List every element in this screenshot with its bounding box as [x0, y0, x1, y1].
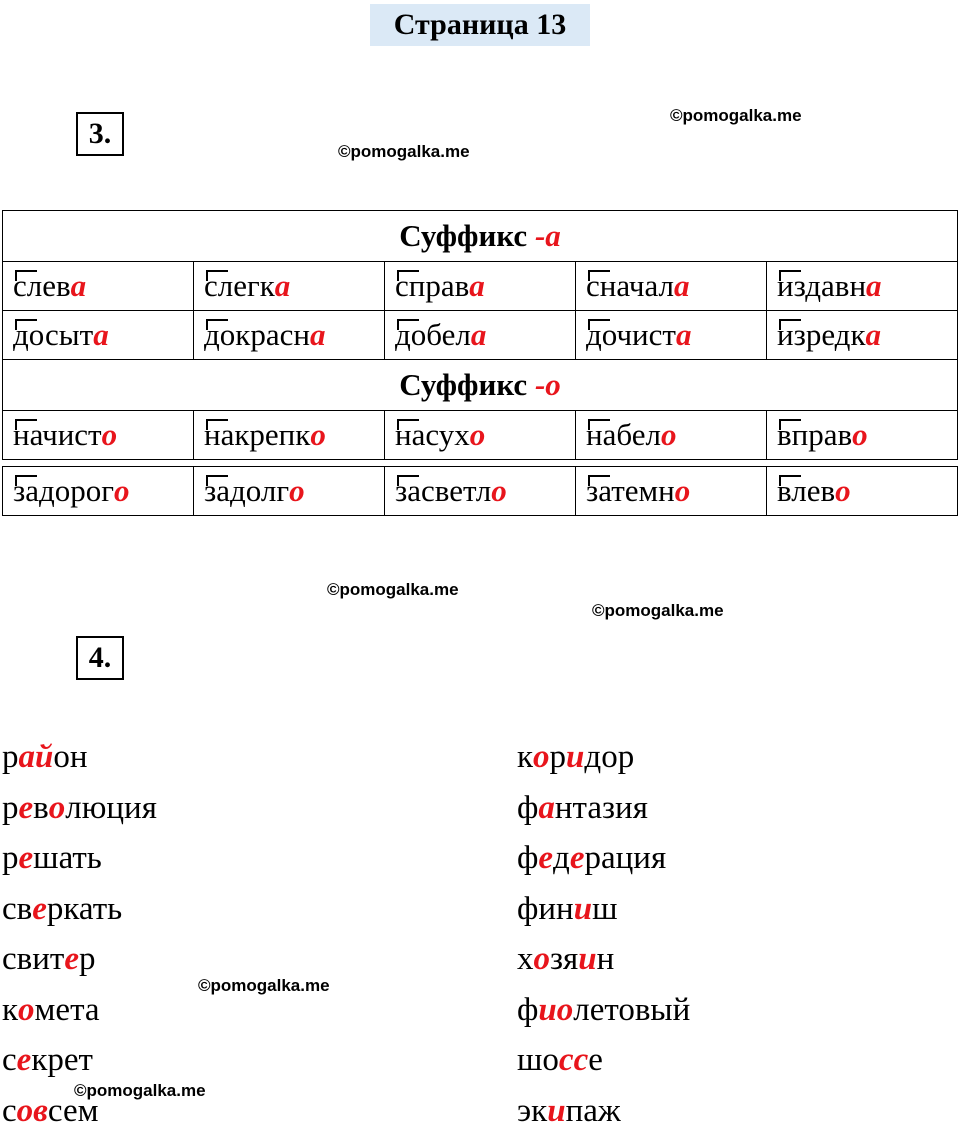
word-stem: докрасн	[204, 317, 310, 352]
word-stem: слев	[13, 268, 71, 303]
word-suffix: а	[676, 317, 692, 352]
plain-letters: р	[79, 941, 96, 977]
word-suffix: о	[470, 417, 486, 452]
plain-letters: мета	[35, 992, 100, 1028]
plain-letters: нтазия	[555, 790, 648, 826]
plain-letters: сем	[48, 1093, 99, 1129]
word-list-right	[517, 732, 690, 1136]
plain-letters: е	[588, 1042, 603, 1078]
watermark: ©pomogalka.me	[670, 106, 802, 126]
highlighted-letters: е	[17, 1042, 32, 1078]
word-stem: вправ	[777, 417, 852, 452]
word-stem: засветл	[395, 473, 491, 508]
highlighted-letters: ио	[538, 992, 573, 1028]
task-4-number: 4.	[76, 636, 124, 680]
word-stem: насух	[395, 417, 470, 452]
list-item	[517, 732, 690, 783]
word-stem: справ	[395, 268, 469, 303]
highlighted-letters: и	[566, 739, 584, 775]
plain-letters: д	[553, 840, 570, 876]
section-suffix: -о	[535, 367, 561, 402]
plain-letters: ркать	[47, 891, 122, 927]
word-suffix: о	[102, 417, 118, 452]
watermark: ©pomogalka.me	[338, 142, 470, 162]
plain-letters: ф	[517, 840, 538, 876]
list-item	[2, 934, 157, 985]
list-item	[517, 934, 690, 985]
plain-letters: н	[597, 941, 615, 977]
highlighted-letters: е	[19, 840, 34, 876]
word-suffix: о	[835, 473, 851, 508]
plain-letters: он	[53, 739, 87, 775]
word-cell	[767, 467, 958, 516]
list-item	[517, 783, 690, 834]
word-suffix: о	[675, 473, 691, 508]
word-cell	[3, 262, 194, 311]
plain-letters: крет	[31, 1042, 93, 1078]
word-cell	[767, 311, 958, 360]
table-row	[3, 311, 958, 360]
plain-letters: в	[33, 790, 49, 826]
highlighted-letters: е	[32, 891, 47, 927]
plain-letters: зя	[550, 941, 578, 977]
highlighted-letters: а	[538, 790, 555, 826]
highlighted-letters: е	[538, 840, 553, 876]
highlighted-letters: и	[574, 891, 592, 927]
section-heading	[3, 360, 958, 411]
plain-letters: св	[2, 891, 32, 927]
plain-letters: ф	[517, 790, 538, 826]
table-row	[3, 411, 958, 460]
watermark: ©pomogalka.me	[592, 601, 724, 621]
word-cell	[385, 467, 576, 516]
plain-letters: рация	[585, 840, 667, 876]
word-stem: слегк	[204, 268, 275, 303]
word-cell	[194, 262, 385, 311]
plain-letters: ш	[592, 891, 617, 927]
word-suffix: о	[491, 473, 507, 508]
watermark: ©pomogalka.me	[74, 1081, 206, 1101]
word-cell	[576, 411, 767, 460]
section-suffix: -а	[535, 218, 561, 253]
word-cell	[576, 467, 767, 516]
word-cell	[3, 411, 194, 460]
highlighted-letters: е	[64, 941, 79, 977]
section-heading	[3, 211, 958, 262]
word-stem: задорог	[13, 473, 114, 508]
list-item	[2, 783, 157, 834]
word-suffix: а	[71, 268, 87, 303]
section-label: Суффикс	[399, 218, 535, 253]
word-list-left	[2, 732, 157, 1136]
highlighted-letters: о	[533, 739, 550, 775]
watermark: ©pomogalka.me	[327, 580, 459, 600]
plain-letters: люция	[65, 790, 157, 826]
list-item	[2, 884, 157, 935]
highlighted-letters: ов	[17, 1093, 48, 1129]
plain-letters: р	[2, 840, 19, 876]
word-cell	[576, 311, 767, 360]
list-item	[517, 1035, 690, 1086]
word-suffix: а	[275, 268, 291, 303]
list-item	[517, 884, 690, 935]
word-suffix: о	[852, 417, 868, 452]
word-suffix: а	[674, 268, 690, 303]
highlighted-letters: ай	[19, 739, 54, 775]
plain-letters: к	[2, 992, 18, 1028]
word-cell	[385, 311, 576, 360]
plain-letters: р	[2, 790, 19, 826]
plain-letters: к	[517, 739, 533, 775]
word-cell	[194, 467, 385, 516]
plain-letters: с	[2, 1042, 17, 1078]
word-suffix: о	[114, 473, 130, 508]
plain-letters: паж	[566, 1093, 621, 1129]
word-stem: изредк	[777, 317, 866, 352]
list-item	[2, 1035, 157, 1086]
suffix-table	[2, 210, 958, 516]
word-suffix: о	[661, 417, 677, 452]
word-suffix: а	[310, 317, 326, 352]
list-item	[517, 985, 690, 1036]
word-suffix: а	[866, 268, 882, 303]
word-stem: задолг	[204, 473, 289, 508]
word-suffix: о	[289, 473, 305, 508]
list-item	[517, 833, 690, 884]
word-cell	[767, 262, 958, 311]
word-stem: сначал	[586, 268, 674, 303]
highlighted-letters: о	[49, 790, 66, 826]
plain-letters: ф	[517, 992, 538, 1028]
highlighted-letters: е	[570, 840, 585, 876]
plain-letters: шо	[517, 1042, 559, 1078]
word-stem: досыт	[13, 317, 93, 352]
word-stem: добел	[395, 317, 471, 352]
word-suffix: а	[471, 317, 487, 352]
highlighted-letters: о	[534, 941, 551, 977]
word-cell	[194, 311, 385, 360]
highlighted-letters: о	[18, 992, 35, 1028]
table-row	[3, 262, 958, 311]
page-title: Страница 13	[370, 4, 590, 46]
plain-letters: фин	[517, 891, 574, 927]
word-suffix: а	[93, 317, 109, 352]
table-row	[3, 467, 958, 516]
word-stem: затемн	[586, 473, 675, 508]
word-cell	[194, 411, 385, 460]
word-cell	[3, 467, 194, 516]
word-stem: начист	[13, 417, 102, 452]
word-cell	[385, 262, 576, 311]
plain-letters: дор	[584, 739, 634, 775]
plain-letters: р	[2, 739, 19, 775]
highlighted-letters: и	[547, 1093, 565, 1129]
word-suffix: а	[866, 317, 882, 352]
word-cell	[385, 411, 576, 460]
highlighted-letters: и	[578, 941, 596, 977]
word-stem: дочист	[586, 317, 676, 352]
word-stem: набел	[586, 417, 661, 452]
plain-letters: эк	[517, 1093, 547, 1129]
word-stem: влев	[777, 473, 835, 508]
list-item	[517, 1086, 690, 1136]
list-item	[2, 732, 157, 783]
word-cell	[576, 262, 767, 311]
plain-letters: шать	[33, 840, 102, 876]
plain-letters: свит	[2, 941, 64, 977]
plain-letters: р	[550, 739, 567, 775]
word-suffix: о	[310, 417, 326, 452]
word-stem: издавн	[777, 268, 866, 303]
word-stem: накрепк	[204, 417, 310, 452]
watermark: ©pomogalka.me	[198, 976, 330, 996]
word-suffix: а	[469, 268, 485, 303]
plain-letters: с	[2, 1093, 17, 1129]
list-item	[2, 985, 157, 1036]
word-cell	[767, 411, 958, 460]
highlighted-letters: е	[19, 790, 34, 826]
plain-letters: летовый	[573, 992, 690, 1028]
word-cell	[3, 311, 194, 360]
task-3-number: 3.	[76, 112, 124, 156]
highlighted-letters: сс	[559, 1042, 588, 1078]
list-item	[2, 833, 157, 884]
section-label: Суффикс	[399, 367, 535, 402]
plain-letters: х	[517, 941, 534, 977]
